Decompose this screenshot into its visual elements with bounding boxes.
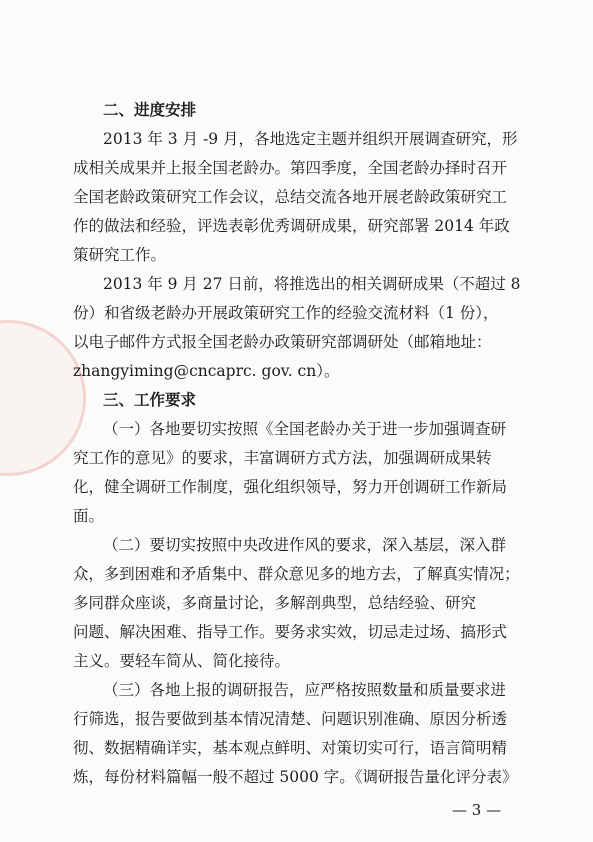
section-3-line: 众，多到困难和矛盾集中、群众意见多的地方去，了解真实情况； bbox=[73, 565, 520, 583]
section-2-line: 份）和省级老龄办开展政策研究工作的经验交流材料（1 份）， bbox=[73, 304, 499, 322]
section-3-line: （三）各地上报的调研报告，应严格按照数量和质量要求进 bbox=[103, 681, 507, 699]
section-2-line: 全国老龄政策研究工作会议，总结交流各地开展老龄政策研究工 bbox=[73, 188, 508, 206]
section-3-line: 彻、数据精确详实，基本观点鲜明、对策切实可行，语言简明精 bbox=[73, 739, 508, 757]
section-2-line: 2013 年 9 月 27 日前，将推选出的相关调研成果（不超过 8 bbox=[103, 275, 521, 293]
section-3-line: 化，健全调研工作制度，强化组织领导，努力开创调研工作新局 bbox=[73, 478, 508, 496]
section-2-line: 作的做法和经验，评选表彰优秀调研成果，研究部署 2014 年政 bbox=[73, 217, 510, 235]
section-3-line: （一）各地要切实按照《全国老龄办关于进一步加强调查研 bbox=[103, 420, 507, 438]
section-3-line: 问题、解决困难、指导工作。要务求实效，切忌走过场、搞形式 bbox=[73, 623, 508, 641]
section-3-line: 多同群众座谈，多商量讨论，多解剖典型，总结经验、研究 bbox=[73, 594, 477, 612]
email-address-line: zhangyiming@cncaprc. gov. cn）。 bbox=[73, 362, 340, 380]
section-2-heading: 二、进度安排 bbox=[103, 101, 197, 119]
page-number: — 3 — bbox=[452, 801, 502, 819]
section-2-line: 以电子邮件方式报全国老龄办政策研究部调研处（邮箱地址： bbox=[73, 333, 492, 351]
section-3-line: 究工作的意见》的要求，丰富调研方式方法，加强调研成果转 bbox=[73, 449, 492, 467]
section-3-line: 行筛选，报告要做到基本情况清楚、问题识别准确、原因分析透 bbox=[73, 710, 508, 728]
section-3-line: （二）要切实按照中央改进作风的要求，深入基层，深入群 bbox=[103, 536, 507, 554]
section-2-line: 2013 年 3 月 -9 月，各地选定主题并组织开展调查研究，形 bbox=[103, 130, 518, 148]
section-3-line: 炼，每份材料篇幅一般不超过 5000 字。《调研报告量化评分表》 bbox=[73, 768, 518, 786]
section-2-line: 策研究工作。 bbox=[73, 246, 167, 264]
section-3-line: 主义。要轻车简从、简化接待。 bbox=[73, 652, 291, 670]
section-3-heading: 三、工作要求 bbox=[103, 391, 197, 409]
section-3-line: 面。 bbox=[73, 507, 105, 525]
section-2-line: 成相关成果并上报全国老龄办。第四季度，全国老龄办择时召开 bbox=[73, 159, 508, 177]
